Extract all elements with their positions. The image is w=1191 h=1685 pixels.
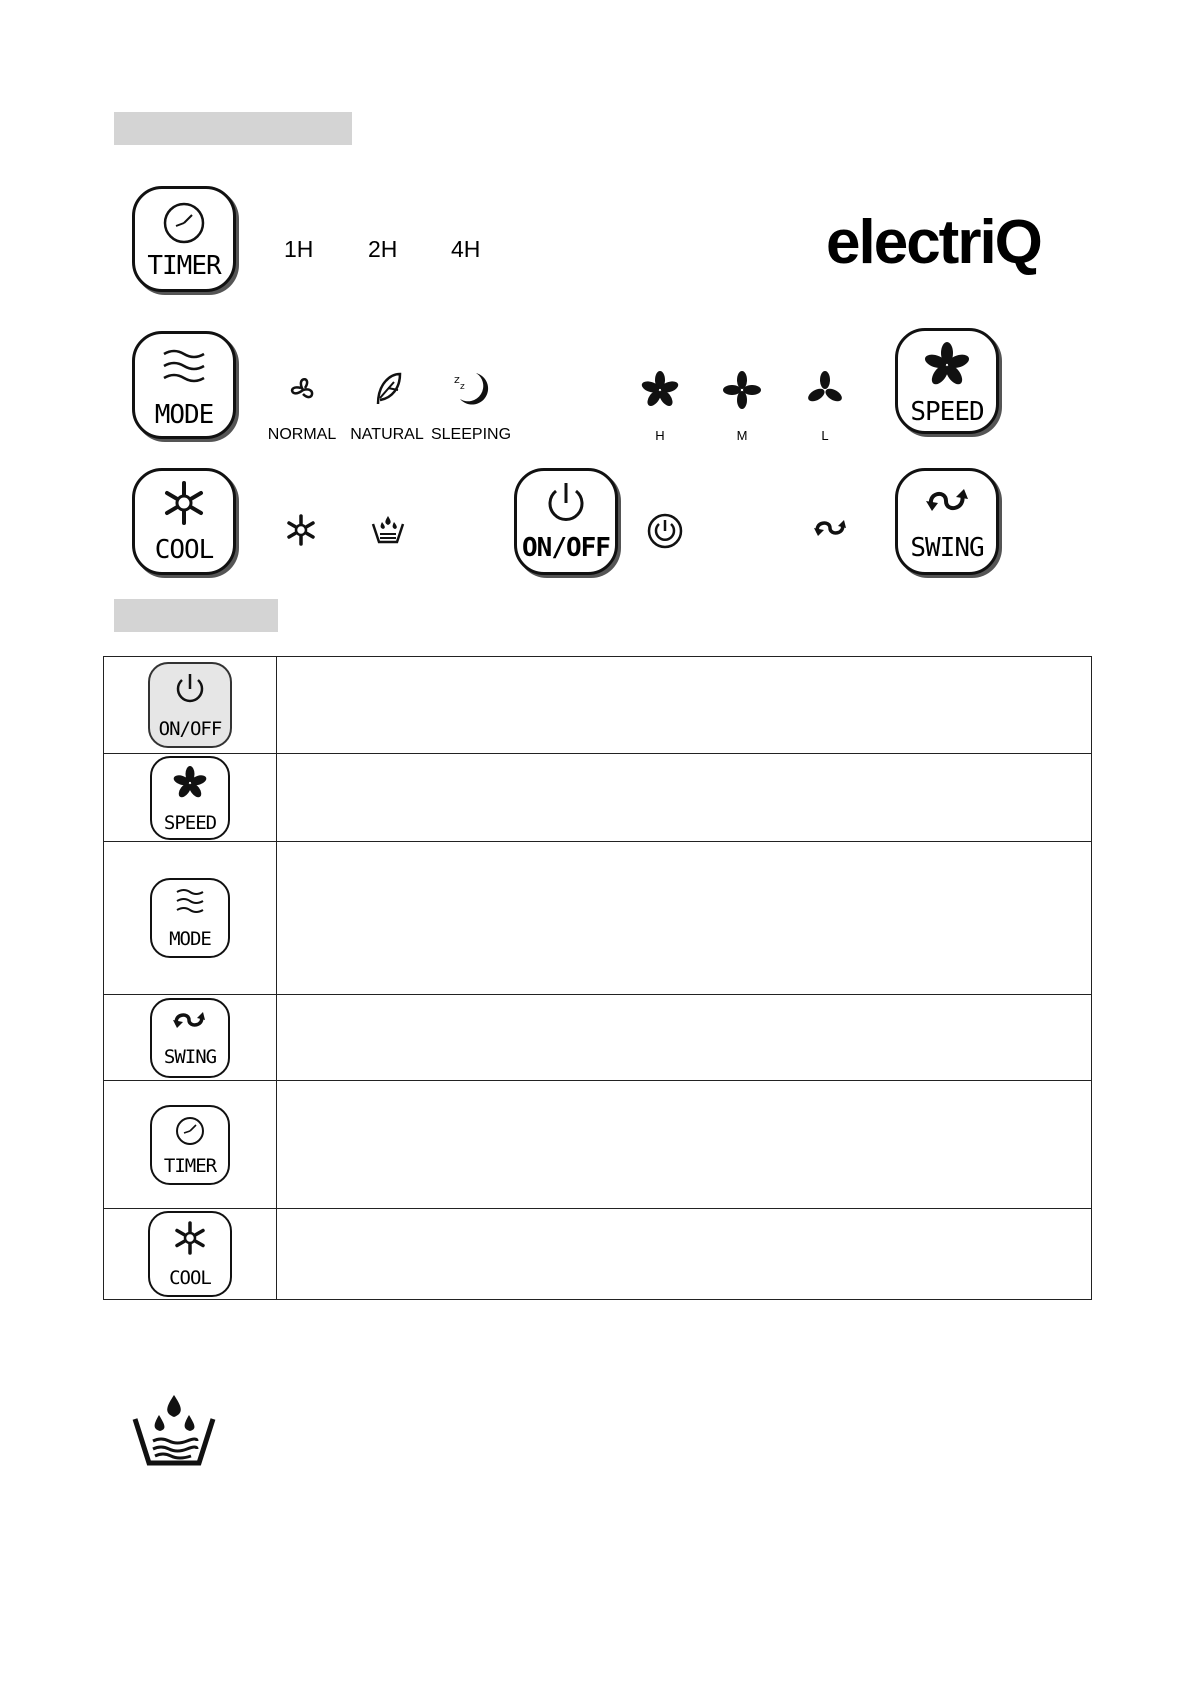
table-description-cell (277, 1081, 1092, 1209)
table-row-speed (104, 754, 1092, 842)
table-swing-button (150, 998, 230, 1078)
table-timer-button (150, 1105, 230, 1185)
speed-h-label: H (655, 428, 665, 443)
water-tank-large-icon (131, 1393, 217, 1467)
power-indicator-icon (646, 512, 684, 550)
table-icon-cell (104, 754, 277, 842)
section-header-bar-panel (114, 112, 352, 145)
fan-low-icon (806, 371, 844, 409)
swing-indicator-icon (812, 514, 850, 544)
speed-m-label: M (736, 428, 748, 443)
section-header-bar-functions (114, 599, 278, 632)
mode-button-label: MODE (154, 400, 214, 430)
water-tank-icon (371, 514, 405, 544)
timer-button-label: TIMER (147, 251, 221, 281)
snowflake-icon (171, 1219, 209, 1257)
fan-icon (923, 341, 971, 389)
table-description-cell (277, 657, 1092, 754)
speed-button[interactable] (895, 328, 999, 434)
swing-icon (922, 481, 972, 521)
table-row-timer (104, 1081, 1092, 1209)
table-icon-cell (104, 1081, 277, 1209)
snowflake-icon (160, 479, 208, 527)
swing-button[interactable] (895, 468, 999, 575)
mode-button[interactable] (132, 331, 236, 439)
table-row-swing (104, 995, 1092, 1081)
table-speed-label: SPEED (163, 811, 217, 834)
function-table (103, 656, 1092, 1300)
brand-logo: electriQ (826, 208, 1041, 277)
mode-normal-label: NORMAL (267, 426, 337, 443)
moon-icon (452, 369, 490, 409)
swing-button-label: SWING (910, 533, 984, 563)
clock-icon (174, 1115, 206, 1147)
power-button[interactable] (514, 468, 618, 575)
table-icon-cell (104, 842, 277, 995)
speed-button-label: SPEED (910, 397, 984, 427)
fan-medium-icon (723, 371, 761, 409)
table-row-mode (104, 842, 1092, 995)
timer-1h-label: 1H (284, 236, 314, 262)
leaf-icon (372, 370, 406, 408)
table-description-cell (277, 995, 1092, 1081)
table-row-onoff (104, 657, 1092, 754)
mode-sleeping-label: SLEEPING (430, 426, 512, 443)
table-row-cool (104, 1209, 1092, 1300)
cool-indicator-icon (284, 513, 318, 547)
timer-4h-label: 4H (451, 236, 481, 262)
svg-text:z: z (460, 382, 465, 392)
table-mode-button (150, 878, 230, 958)
normal-fan-icon (285, 372, 321, 408)
cool-button-label: COOL (154, 535, 214, 565)
speed-l-label: L (821, 428, 829, 443)
timer-2h-label: 2H (368, 236, 398, 262)
table-icon-cell (104, 657, 277, 754)
table-icon-cell (104, 1209, 277, 1300)
fan-icon (171, 764, 209, 802)
clock-icon (162, 201, 206, 245)
table-cool-label: COOL (169, 1267, 211, 1289)
table-icon-cell (104, 995, 277, 1081)
table-cool-button (148, 1211, 232, 1297)
fan-high-icon (641, 371, 679, 409)
table-swing-label: SWING (163, 1045, 217, 1068)
cool-button[interactable] (132, 468, 236, 575)
table-mode-label: MODE (169, 928, 211, 950)
svg-text:z: z (454, 373, 460, 386)
power-icon (173, 672, 207, 706)
waves-icon (173, 886, 207, 916)
table-description-cell (277, 754, 1092, 842)
table-power-label: ON/OFF (158, 718, 222, 740)
table-speed-button (150, 756, 230, 840)
power-icon (544, 481, 588, 525)
table-description-cell (277, 1209, 1092, 1300)
swing-icon (171, 1006, 209, 1036)
mode-natural-label: NATURAL (350, 426, 424, 443)
timer-button[interactable] (132, 186, 236, 292)
waves-icon (159, 346, 209, 386)
power-button-label: ON/OFF (522, 533, 610, 563)
table-description-cell (277, 842, 1092, 995)
table-timer-label: TIMER (163, 1154, 217, 1177)
table-power-button (148, 662, 232, 748)
